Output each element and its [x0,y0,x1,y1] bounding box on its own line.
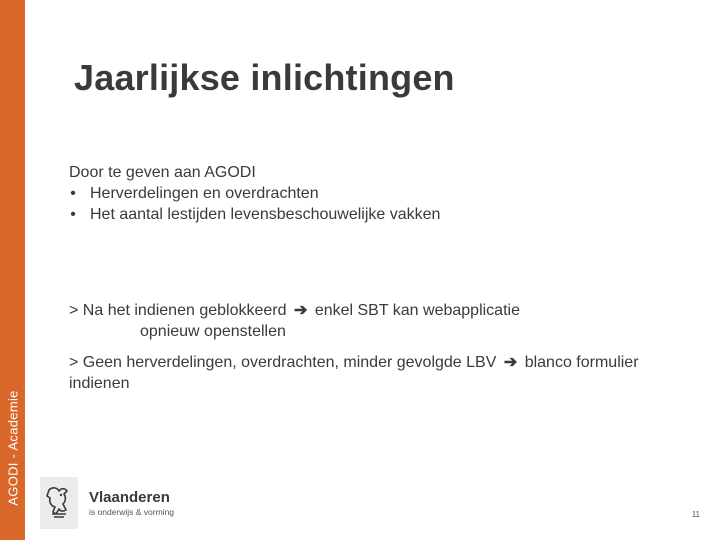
intro-text: Door te geven aan AGODI [69,164,256,181]
note-blocked-after-submit [69,300,520,342]
bullet-list [69,183,440,225]
note-1-continuation: opnieuw openstellen [140,323,286,340]
arrow-right-icon: ➔ [293,302,308,319]
list-item [69,204,440,225]
arrow-right-icon: ➔ [503,354,518,371]
slide-title: Jaarlijkse inlichtingen [74,57,455,98]
logo-name: Vlaanderen [89,489,170,506]
bullet-text: Het aantal lestijden levensbeschouwelijke vakken [90,206,441,223]
note-2-after-arrow: blanco formulier indienen [69,354,639,392]
bullet-marker: • [70,206,76,223]
note-1-before-arrow: > Na het indienen geblokkeerd [69,302,287,319]
logo-tagline: is onderwijs & vorming [89,507,175,517]
list-item [69,183,440,204]
page-number: 11 [691,510,700,519]
note-1-after-arrow: enkel SBT kan webapplicatie [314,302,520,319]
sidebar-label-container [0,370,25,525]
bullet-text: Herverdelingen en overdrachten [90,185,319,202]
note-2-before-arrow: > Geen herverdelingen, overdrachten, minder gevolgde LBV [69,354,497,371]
bullet-marker: • [70,185,76,202]
sidebar-label: AGODI - Academie [5,389,20,506]
vlaanderen-logo-mark [40,477,78,529]
intro-block [69,162,440,225]
flemish-lion-icon [44,484,74,522]
note-blank-form [69,352,669,394]
